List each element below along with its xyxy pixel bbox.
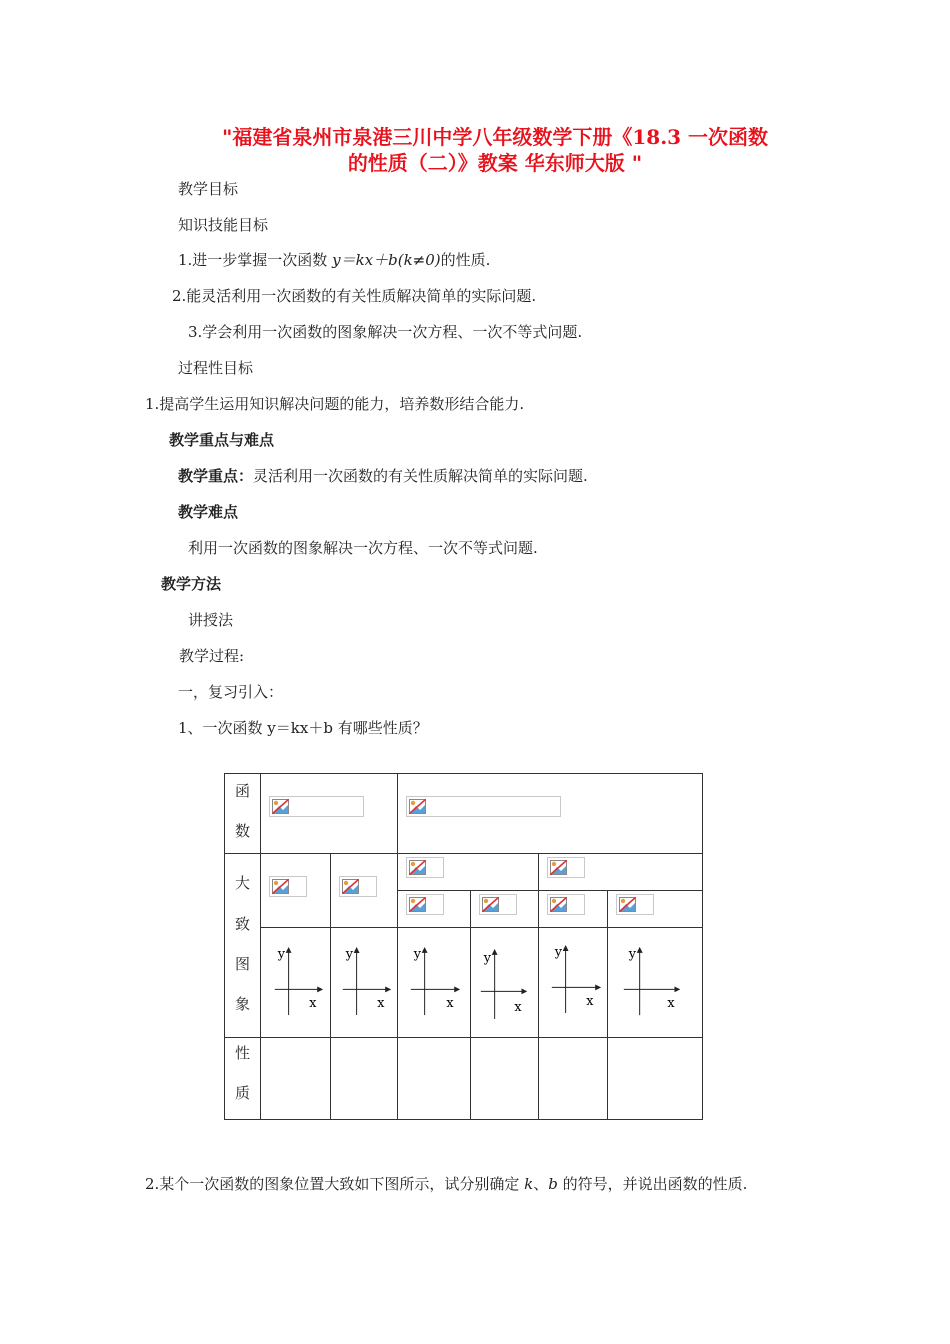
condition-image-placeholder	[406, 857, 444, 878]
graph-cell	[608, 928, 703, 1038]
broken-image-icon	[409, 897, 426, 912]
axis-x-label: x	[514, 1000, 522, 1016]
goal-item-1	[178, 249, 490, 270]
property-cell	[398, 1038, 471, 1120]
coordinate-axes	[471, 928, 538, 1037]
graph-cell	[398, 928, 471, 1038]
coordinate-axes	[608, 928, 702, 1037]
condition-cell	[261, 854, 331, 928]
broken-image-icon	[272, 799, 289, 814]
question-2-suffix: 的符号，并说出函数的性质.	[557, 1175, 748, 1193]
coordinate-axes	[539, 928, 607, 1037]
condition-cell	[608, 891, 703, 928]
row-label-char: 致	[234, 915, 250, 933]
key-point-label: 教学重点：	[178, 467, 254, 485]
property-cell	[608, 1038, 703, 1120]
broken-image-icon	[409, 860, 426, 875]
property-cell	[331, 1038, 398, 1120]
question-2-prefix: 2.某个一次函数的图象位置大致如下图所示，试分别确定	[145, 1175, 525, 1193]
coordinate-axes	[261, 928, 330, 1037]
row-label-char: 数	[234, 822, 250, 840]
broken-image-icon	[619, 897, 636, 912]
goal-item-2: 2.能灵活利用一次函数的有关性质解决简单的实际问题.	[172, 287, 537, 305]
graph-cell	[539, 928, 608, 1038]
row-label-function	[225, 774, 261, 854]
goal-item-1-suffix: 的性质.	[440, 251, 491, 269]
condition-cell	[398, 891, 471, 928]
row-label-char: 象	[234, 995, 250, 1013]
condition-cell	[471, 891, 539, 928]
condition-cell	[331, 854, 398, 928]
row-label-char: 性	[234, 1044, 250, 1062]
goal-item-1-prefix: 1.进一步掌握一次函数	[178, 251, 333, 269]
graph-cell	[261, 928, 331, 1038]
function-cell-negative-k	[398, 774, 703, 854]
condition-image-placeholder	[479, 894, 517, 915]
question-1: 1、一次函数 y＝kx＋b 有哪些性质？	[178, 719, 428, 737]
condition-cell	[539, 891, 608, 928]
coordinate-axes	[398, 928, 470, 1037]
review-heading: 一，复习引入：	[178, 683, 284, 701]
goal-item-1-formula: y＝kx＋b(k≠0)	[332, 251, 441, 269]
question-2-b: b	[548, 1175, 558, 1193]
coordinate-axes	[331, 928, 397, 1037]
condition-image-placeholder	[339, 876, 377, 897]
properties-table	[224, 773, 703, 1120]
row-label-char: 大	[234, 874, 250, 892]
axis-y-label: y	[413, 946, 422, 962]
row-label-char: 图	[234, 955, 250, 973]
formula-image-placeholder	[406, 796, 561, 817]
broken-image-icon	[272, 879, 289, 894]
property-cell	[471, 1038, 539, 1120]
difficulty-heading: 教学难点	[178, 503, 239, 521]
axis-x-label: x	[446, 996, 454, 1012]
condition-image-placeholder	[406, 894, 444, 915]
broken-image-icon	[550, 860, 567, 875]
axis-y-label: y	[277, 946, 285, 962]
key-point-line	[178, 465, 588, 486]
axis-y-label: y	[345, 946, 354, 962]
broken-image-icon	[409, 799, 426, 814]
row-label-char: 函	[234, 782, 250, 800]
knowledge-goals-heading: 知识技能目标	[178, 216, 269, 234]
axis-y-label: y	[628, 946, 637, 962]
goal-item-3: 3.学会利用一次函数的图象解决一次方程、一次不等式问题.	[188, 323, 583, 341]
condition-image-placeholder	[547, 894, 585, 915]
broken-image-icon	[550, 897, 567, 912]
method-heading: 教学方法	[161, 575, 222, 593]
axis-x-label: x	[586, 994, 594, 1010]
condition-image-placeholder	[616, 894, 654, 915]
row-label-property	[225, 1038, 261, 1120]
teaching-process-heading: 教学过程:	[179, 647, 245, 665]
axis-y-label: y	[554, 944, 563, 960]
difficulty-text: 利用一次函数的图象解决一次方程、一次不等式问题.	[188, 539, 538, 557]
broken-image-icon	[482, 897, 499, 912]
method-text: 讲授法	[188, 611, 234, 629]
axis-x-label: x	[667, 996, 675, 1012]
row-label-graph	[225, 854, 261, 1038]
axis-y-label: y	[483, 950, 492, 966]
formula-image-placeholder	[269, 796, 364, 817]
question-2	[145, 1173, 747, 1194]
key-point-text: 灵活利用一次函数的有关性质解决简单的实际问题.	[253, 467, 588, 485]
key-points-heading: 教学重点与难点	[169, 431, 275, 449]
condition-cell	[398, 854, 539, 891]
process-goal-item-1: 1.提高学生运用知识解决问题的能力，培养数形结合能力.	[145, 395, 525, 413]
axis-x-label: x	[377, 996, 385, 1012]
function-cell-positive-k	[261, 774, 398, 854]
process-goals-heading: 过程性目标	[178, 359, 254, 377]
goals-heading: 教学目标	[178, 180, 239, 198]
axis-x-label: x	[309, 996, 317, 1012]
property-cell	[539, 1038, 608, 1120]
document-title	[150, 124, 840, 176]
graph-cell	[471, 928, 539, 1038]
question-2-sep: 、	[533, 1175, 549, 1193]
condition-image-placeholder	[269, 876, 307, 897]
condition-cell	[539, 854, 703, 891]
property-cell	[261, 1038, 331, 1120]
graph-cell	[331, 928, 398, 1038]
question-2-k: k	[524, 1175, 534, 1193]
row-label-char: 质	[234, 1084, 250, 1102]
condition-image-placeholder	[547, 857, 585, 878]
title-line-2: 的性质（二）》教案 华东师大版 "	[347, 151, 643, 175]
title-line-1: "福建省泉州市泉港三川中学八年级数学下册《18.3 一次函数	[221, 125, 769, 149]
broken-image-icon	[342, 879, 359, 894]
